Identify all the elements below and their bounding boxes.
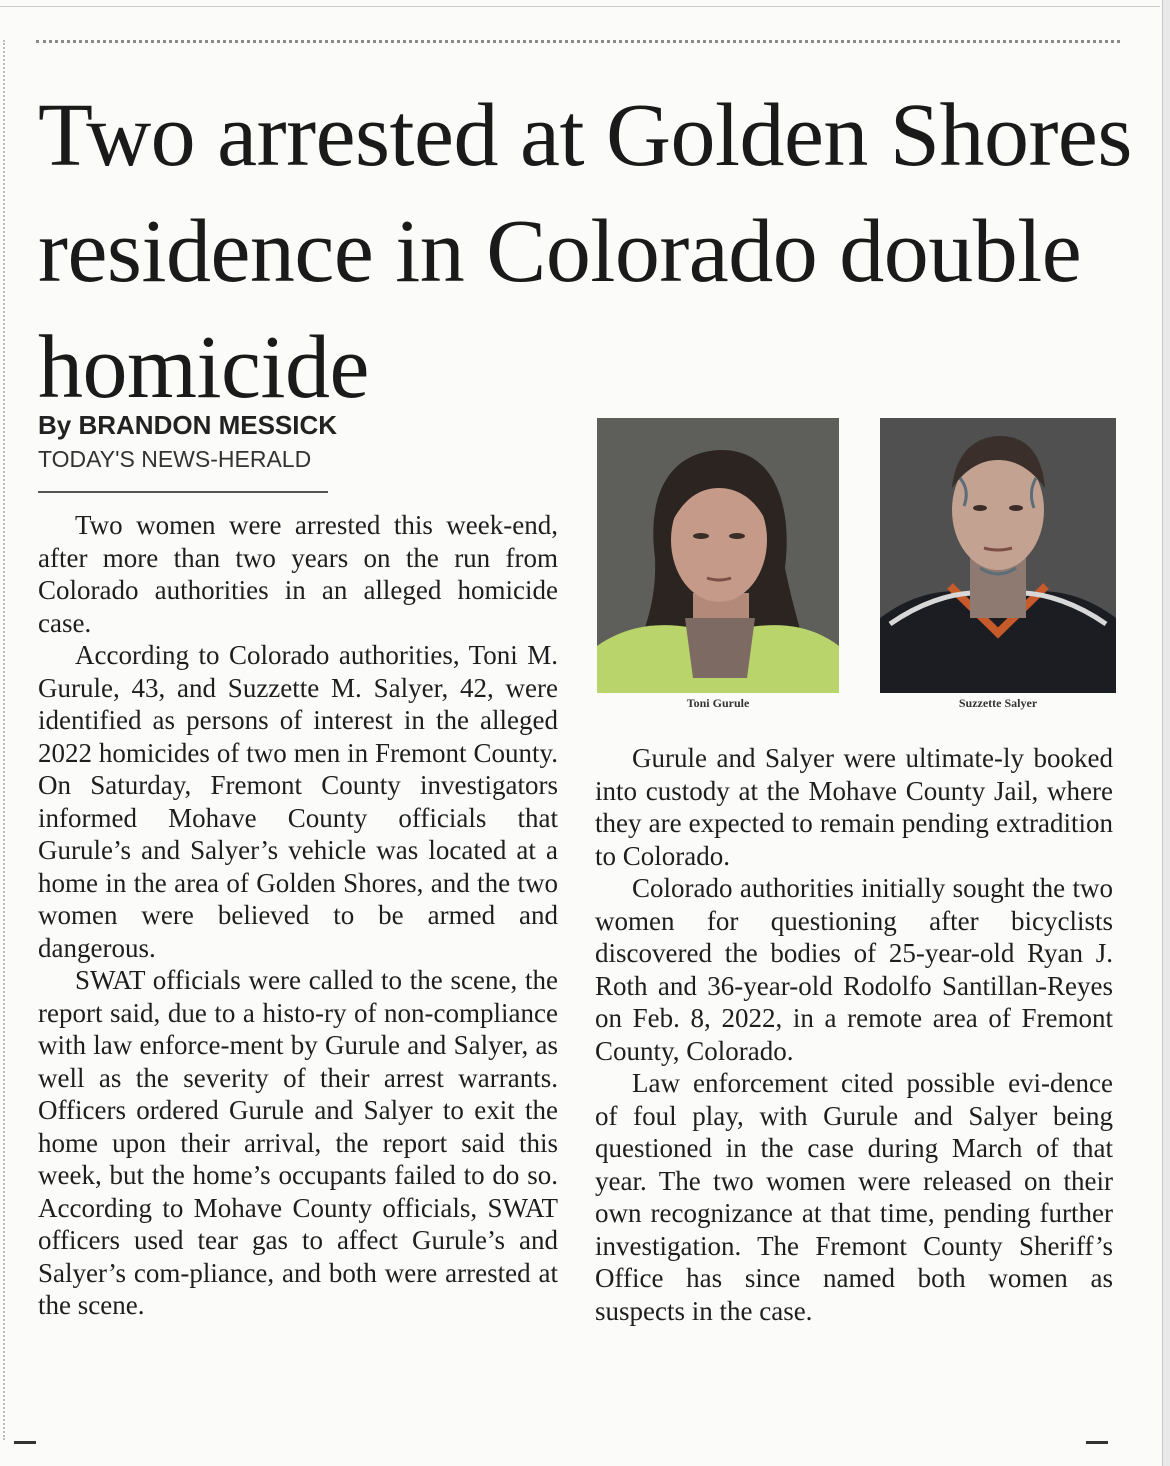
- article-column-left: [38, 509, 558, 1322]
- mugshot-photo-toni-gurule: [597, 418, 839, 693]
- article-column-right: [595, 742, 1113, 1327]
- dotted-left-rule: [3, 40, 5, 1440]
- mugshot-photo-suzzette-salyer: [880, 418, 1116, 693]
- crop-mark-right: [1086, 1441, 1108, 1444]
- paragraph: According to Colorado authorities, Toni M. Gurule, 43, and Suzzette M. Salyer, 42, were identified as persons of interest in the alleged 2022 homicides of two men in Fremont County. On Saturday, Fremont County investigators informed Mohave County officials that Gurule’s and Salyer’s vehicle was located at a home in the area of Golden Shores, and the two women were believed to be armed and dangerous.: [38, 640, 558, 963]
- paragraph: SWAT officials were called to the scene, the report said, due to a histo-ry of non-compliance with law enforce-ment by Gurule and Salyer, as well as the severity of their arrest warrants. Officers ordered Gurule and Salyer to exit the home upon their arrival, the report said this week, but the home’s occupants failed to do so. According to Mohave County officials, SWAT officers used tear gas to affect Gurule’s and Salyer’s com-pliance, and both were arrested at the scene.: [38, 965, 558, 1320]
- byline: By BRANDON MESSICK: [38, 410, 338, 440]
- outlet-name: TODAY'S NEWS-HERALD: [38, 446, 312, 472]
- photo-caption: Suzzette Salyer: [958, 696, 1038, 710]
- page-right-edge: [1162, 0, 1170, 1466]
- photo-caption: Toni Gurule: [686, 696, 750, 710]
- crop-mark-left: [14, 1441, 36, 1444]
- dotted-top-rule: [36, 40, 1120, 43]
- paragraph: Law enforcement cited possible evi-dence of foul play, with Gurule and Salyer being questioned in the case during March of that year. The two women were released on their own recognizance at that time, pending further investigation. The Fremont County Sheriff’s Office has since named both women as suspects in the case.: [595, 1068, 1113, 1326]
- byline-divider: [38, 491, 328, 493]
- mugshot-icon: [880, 418, 1116, 693]
- paragraph: Gurule and Salyer were ultimate-ly booked into custody at the Mohave County Jail, where they are expected to remain pending extradition to Colorado.: [595, 743, 1113, 871]
- mugshot-icon: [597, 418, 839, 693]
- top-edge-rule: [0, 6, 1160, 7]
- paragraph: Colorado authorities initially sought the two women for questioning after bicyclists discovered the bodies of 25-year-old Ryan J. Roth and 36-year-old Rodolfo Santillan-Reyes on Feb. 8, 2022, in a remote area of Fremont County, Colorado.: [595, 873, 1113, 1066]
- paragraph: Two women were arrested this week-end, after more than two years on the run from Colorado authorities in an alleged homicide case.: [38, 510, 558, 638]
- headline: Two arrested at Golden Shores residence in Colorado double homicide: [38, 86, 1132, 417]
